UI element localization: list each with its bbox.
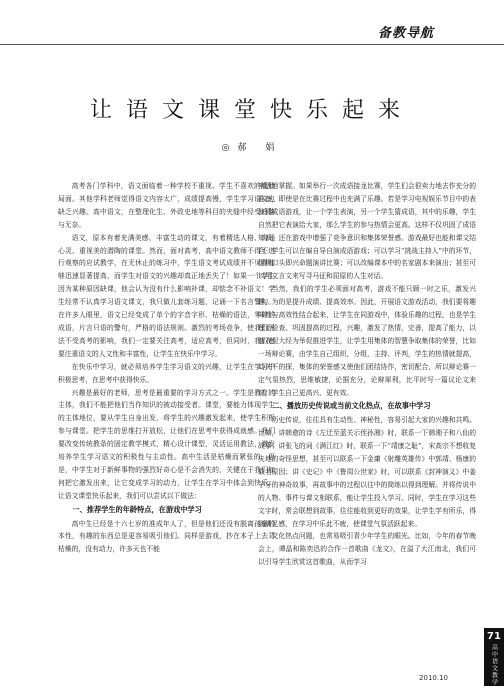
paragraph: 高中生已经是十六七岁的准成年人了，但是他们还没有脱离孩童的本性，有趣的东西总是更容易吸引他们。同样是游戏，抄在本子上去背枯燥的，没有动力，许多天也不能 [58, 519, 275, 554]
paragraph: 历史传说，往往具有生动性、神秘性，容易引起大家的兴趣和共鸣。比如，讲韩愈的诗《左迁至蓝关示侄孙湘》时，联系一下韩湘子和八仙的故事；讲张飞的词《满江红》时，联系一下“靖康之耻”，宋高宗不想收复失地的奇怪思想，甚至可以联系一下金庸《射雕英雄传》中郭靖、杨康的取名原因；讲《史记》中《鲁周公世家》时，可以联系《封神演义》中姜子牙的神奇故事，再故事中的过程以往中的简练以得到理解。并将传说中的人物、事件与课文相联系，能让学生投入学习。同时，学生在学习这些文字时，常会联想到故事，往往能收到更好的效果，让学生学有所乐，得到满足感，在学习中乐此不疲，使课堂气氛活跃起来。 [258, 416, 476, 528]
section-label: 高中语文教学 [490, 644, 498, 686]
paragraph: 高考各门学科中，语文面临着一种学校不重视、学生不喜欢的尴尬局面。其他学科老师觉得语文内容太广，成绩提高慢，学生学习语文也缺乏兴趣。高中语文，在整理化生、外政史地等科目的夹缝中经受冷落与无奈。 [58, 182, 275, 229]
paragraph: 当然，我们的学生必须面对高考，游戏不能只顾一时之乐，激发兴趣，为的是提升成绩、提高效率。因此，开展语文游戏活动，我们要将趣味性与高效性结合起来，让学生在同游戏中，体验乐趣的过程，也是学生理论检查、巩固提高的过程，兴趣，激发了热情，完善，提高了能力，以游戏促大经为举促推进学生，让学生用集体的智慧争取集体的荣誉，比如一场辩论赛，由学生自己组织，分组，主持、评判，学生的热情就提高，动关下的探，集体的荣誉感又使他们团结协作，密切配合，所以辩论赛一定气氛热烈，思维敏捷，论据充分，论辩犀利，比平时写一篇议论文来说，学生自己更高兴、更有效。 [258, 285, 476, 397]
article-author: ◎郝 娟 [221, 143, 283, 153]
paragraph: 文化热点问题，也常易吸引青少年学生的眼光。比如，今年的春节晚会上，谭晶和陈奕迅的合作一首歌曲《龙文》，在溢了大江南北，我们可以引导学生欣赏这首歌曲，从而学习 [258, 532, 476, 567]
right-column [258, 180, 476, 640]
left-column [58, 180, 275, 640]
section-heading: 一、推荐学生的年龄特点，在游戏中学习 [72, 504, 202, 514]
paragraph: 语文，原本有着充满美感、丰富生动的课文，有着精选人格、沟通心灵、重视美的潜陶的课堂。然而，面对高考，高中语文教师不得不进行观察的应试教学，在无休止的练习中，学生语文考试成绩并不见得能够迅速显著提高，而学生对语文的兴趣却真正地丢失了！如果一个学生因为某种原因缺课，他会认为没有什么影响补课，却惦念不补语文！学生经常不认真学习语文课文，我只做儿套练习题，记诵一下名言警句。在许多人眼里，语文已经变成了单个的字音字形、枯燥的语法，零碎的成语，片言只语的警句，严格的语法规则。激烈的考场竞争，使我们无法不受高考的影响，我们一定要关注高考，适应高考，但同时，我们也要注重语文的人文性和丰富性，让学生在快乐中学习。 [58, 233, 275, 358]
article-title: 让语文课堂快乐起来 [89, 97, 414, 123]
header-brand: 备教导航 [377, 26, 434, 41]
page-number: 71 [487, 631, 501, 642]
issue-date: 2010.10 [419, 674, 448, 682]
header-divider [0, 44, 504, 45]
page-side-tab [484, 628, 504, 686]
paragraph: 牢固地掌握。如果举行一次成语接龙比赛，学生们会很卖力地去作充分的准备，即使是在比赛过程中也充满了乐趣。若是学习电视娱乐节目中的表演猜成语游戏，让一个学生表演，另一个学生猜成语，其中的乐趣，学生自然把它表演给大家，那么学生的参与热情会更高。这样不仅巩固了成语知识，还在游戏中增强了竞争意识和集体荣誉感。游戏最好也能和课文结合，学生可以在编自导自演成语游戏；可以学习“挑战主持人”中的环节，组织口头即兴命题演讲比赛；可以改编课本中的名家剧本来演出；甚至可以用文言文来写寻马征和屈原的人生对话。 [258, 182, 476, 281]
paragraph: 兴趣是最好的老师，思考是最重要的学习方式之一。学生是教育的主体，我们不能把他们当作知识的被动接受者。课堂，要能力体现学生的主体地位，要从学生自身出发，将学生的兴趣激发起来，使学生积极参与课堂。把学生的思维打开放松，让他们在思考中获得成就感。我们要改变传统教条的固定教学模式，精心设计课型，灵活运用教法，激发培养学生学习语文的积极性与主动性。高中生活是枯燥而紧张的，但是，中学生对于新鲜事物的强烈好奇心是不会消失的，关键在于我们如何把它激发出来，让它变成学习的动力，让学生在学习中体会到快乐。让语文课堂快乐起来，我们可以尝试以下做法： [58, 388, 275, 500]
paragraph: 在快乐中学习，就必须培养学生学习语文的兴趣，让学生在学习中积极思考，在思考中获得快乐。 [58, 362, 275, 384]
section-heading: 二、播放历史传说或当前文化热点，在故事中学习 [272, 401, 431, 411]
